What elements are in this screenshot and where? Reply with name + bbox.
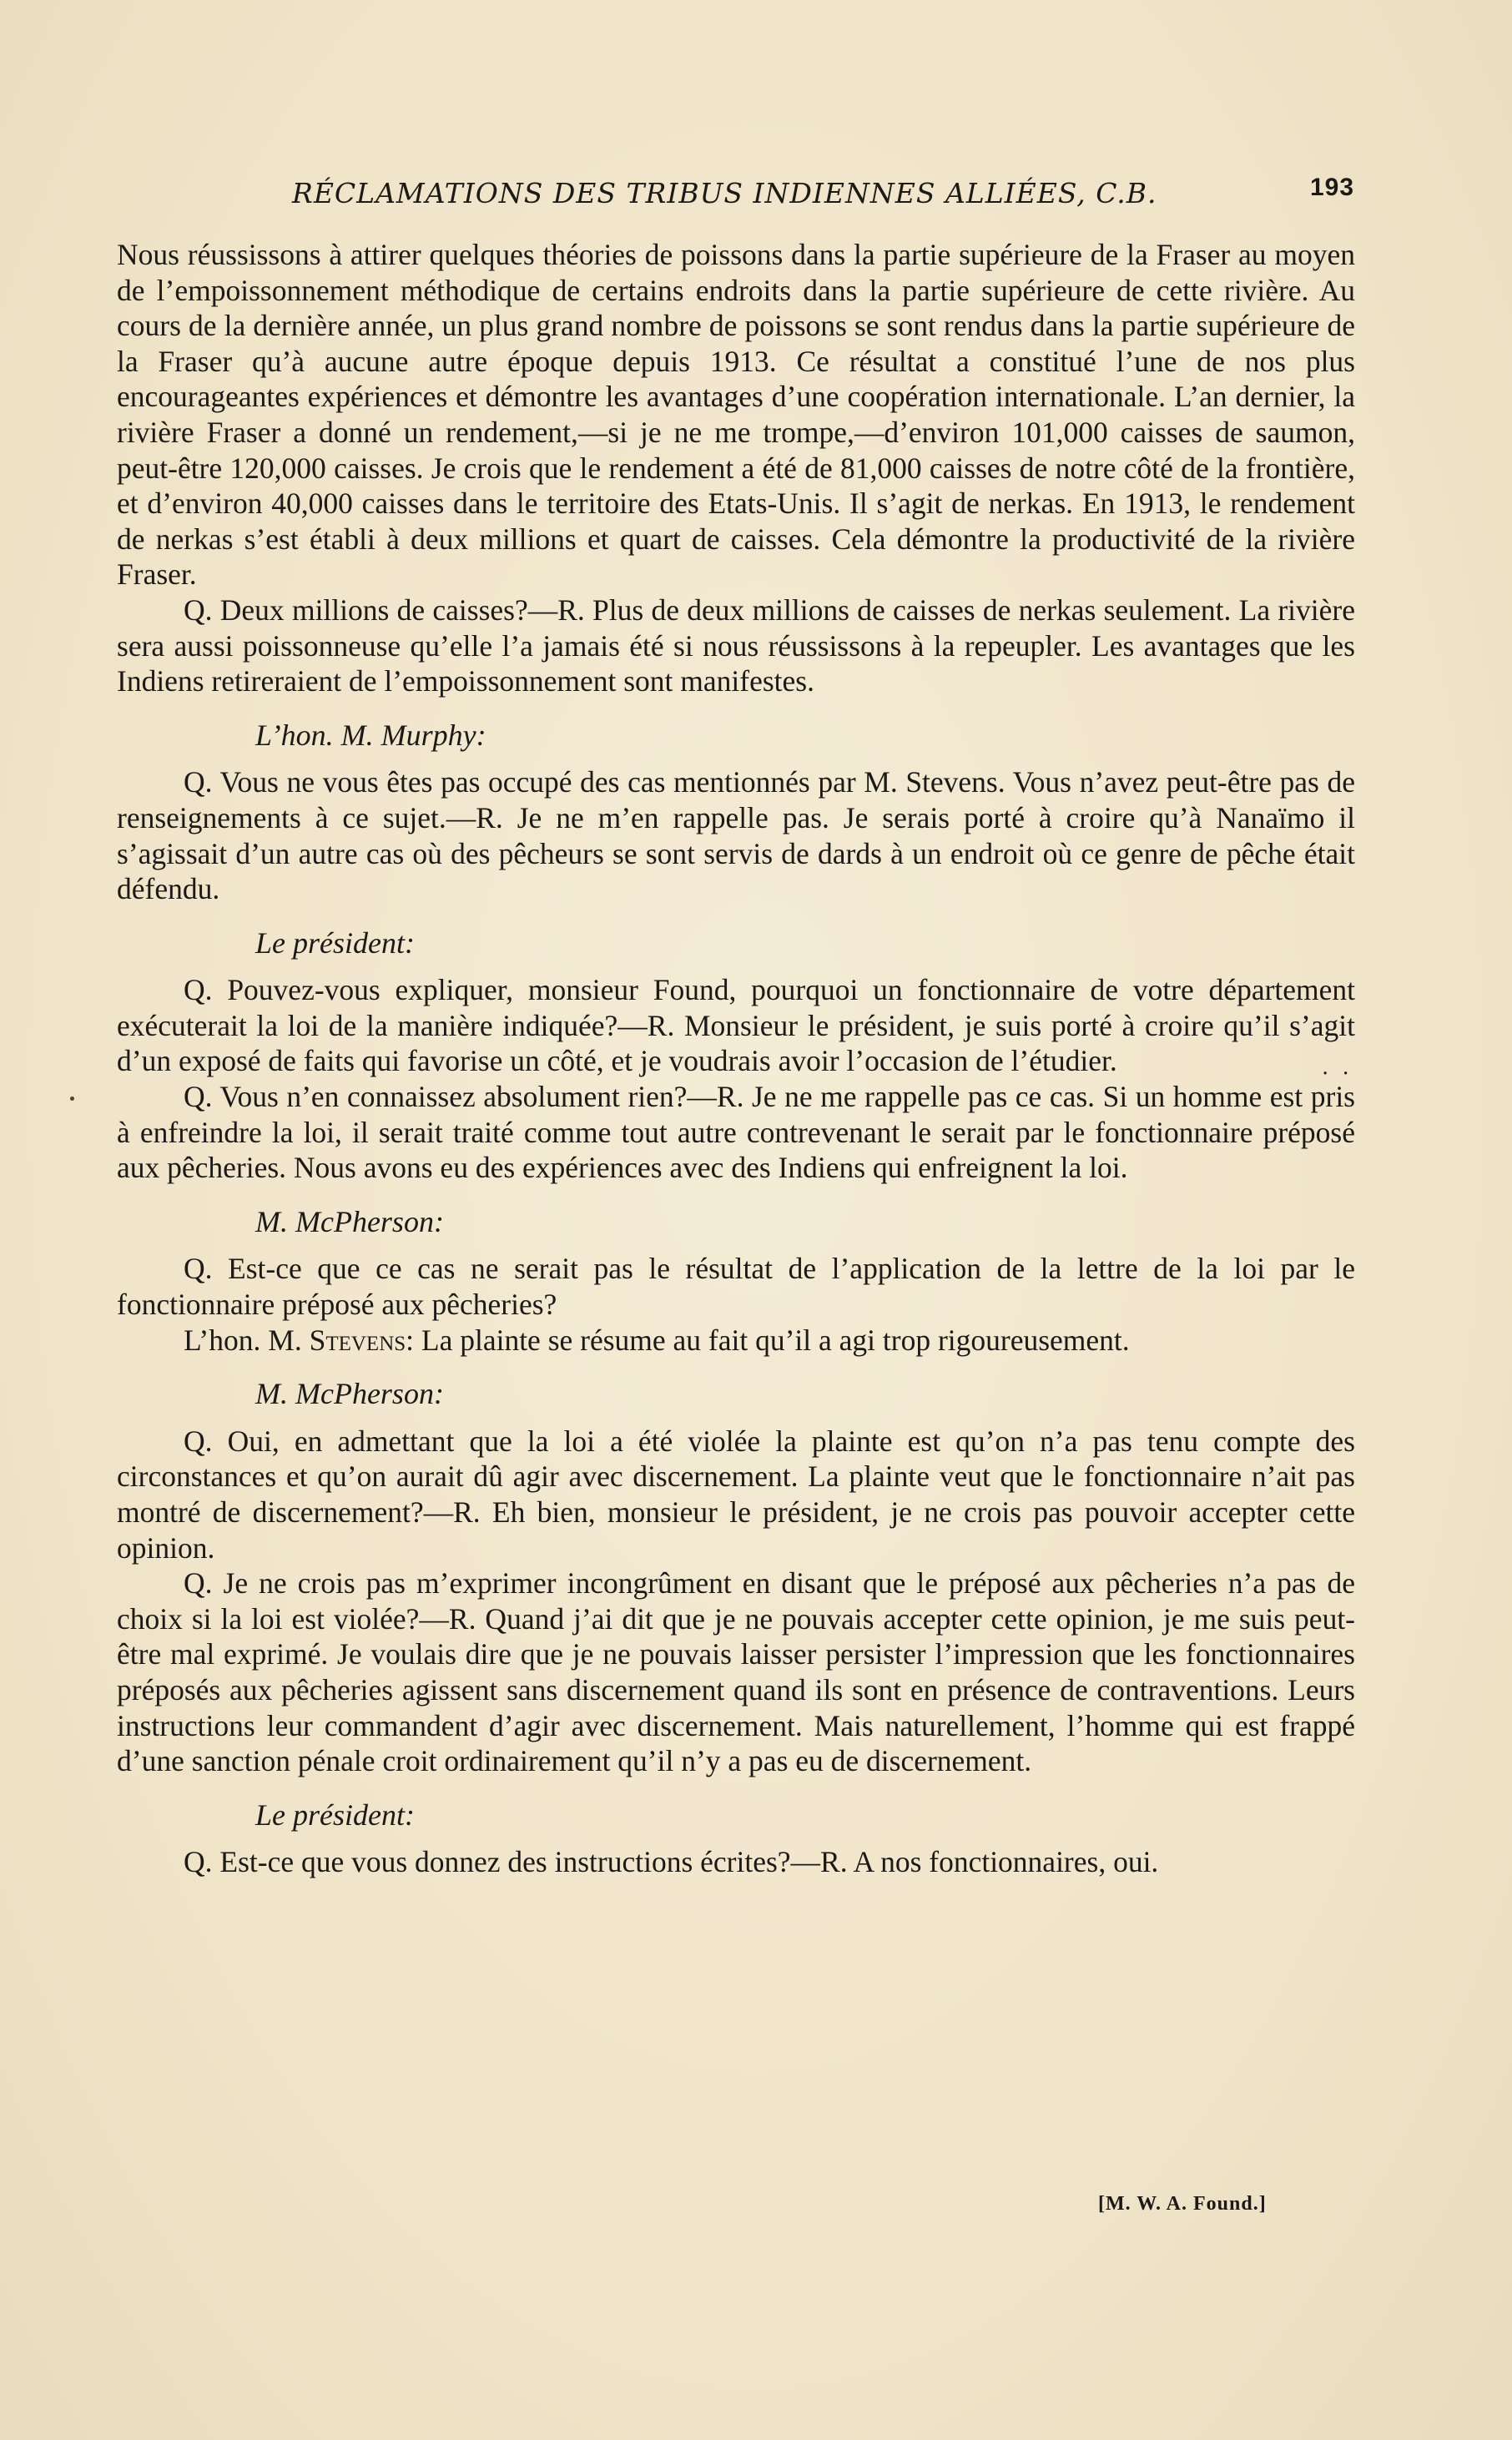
speaker-label: L’hon. M. Murphy: (255, 718, 486, 752)
body-paragraph: Q. Je ne crois pas m’exprimer incongrûment en disant que le préposé aux pêcheries n’a pas de choix si la loi est violée?—R. Quand j’ai dit que je ne pouvais accepter cette opinion, je me suis peut-être mal exprimé. Je voulais dire que je ne pouvais laisser persister l’impression que les fonctionnaires préposés aux pêcheries agissent sans discernement quand ils sont en présence de contraventions. Leurs instructions leur commandent d’agir avec discernement. Mais naturellement, l’homme qui est frappé d’une sanction pénale croit ordinairement qu’il n’y a pas eu de discernement. (117, 1566, 1355, 1778)
speaker-label: M. McPherson: (255, 1204, 444, 1238)
page-number: 193 (1310, 174, 1355, 201)
body-paragraph: Q. Vous n’en connaissez absolument rien?—R. Je ne me rappelle pas ce cas. Si un homme est pris à enfreindre la loi, il serait traité comme tout autre contrevenant le serait par le fonctionnaire préposé aux pêcheries. Nous avons eu des expériences avec des Indiens qui enfreignent la loi. (117, 1080, 1355, 1185)
statement-paragraph (117, 1323, 1355, 1359)
speaker-label: Le président: (255, 1797, 415, 1832)
margin-dots: . . (1322, 1055, 1353, 1080)
speaker-name: Stevens (309, 1323, 406, 1357)
body-paragraph: Q. Est-ce que ce cas ne serait pas le résultat de l’application de la lettre de la loi par le fonctionnaire préposé aux pêcheries? (117, 1252, 1355, 1322)
body-paragraph: Q. Pouvez-vous expliquer, monsieur Found, pourquoi un fonctionnaire de votre département exécuterait la loi de la manière indiquée?—R. Monsieur le président, je suis porté à croire qu’il s’agit d’un exposé de faits qui favorise un côté, et je voudrais avoir l’occasion de l’étudier. (117, 973, 1355, 1078)
body-paragraph: Nous réussissons à attirer quelques théories de poissons dans la partie supérieure de la Fraser au moyen de l’empoissonnement méthodique de certains endroits dans la partie supérieure de cette rivière. Au cours de la dernière année, un plus grand nombre de poissons se sont rendus dans la partie supérieure de la Fraser qu’à aucune autre époque depuis 1913. Ce résultat a constitué l’une de nos plus encourageantes expériences et démontre les avantages d’une coopération internationale. L’an dernier, la rivière Fraser a donné un rendement,—si je ne me trompe,—d’environ 101,000 caisses de saumon, peut-être 120,000 caisses. Je crois que le rendement a été de 81,000 caisses de notre côté de la frontière, et d’environ 40,000 caisses dans le territoire des Etats-Unis. Il s’agit de nerkas. En 1913, le rendement de nerkas s’est établi à deux millions et quart de caisses. Cela démontre la productivité de la rivière Fraser. (117, 238, 1355, 592)
document-body (117, 237, 1355, 1880)
body-paragraph: Q. Oui, en admettant que la loi a été violée la plainte est qu’on n’a pas tenu compte des circonstances et qu’on aurait dû agir avec discernement. La plainte veut que le fonctionnaire n’ait pas montré de discernement?—R. Eh bien, monsieur le président, je ne crois pas pouvoir accepter cette opinion. (117, 1424, 1355, 1565)
body-paragraph: Q. Vous ne vous êtes pas occupé des cas mentionnés par M. Stevens. Vous n’avez peut-être pas de renseignements à ce sujet.—R. Je ne m’en rappelle pas. Je serais porté à croire qu’à Nanaïmo il s’agissait d’un autre cas où des pêcheurs se sont servis de dards à un endroit où ce genre de pêche était défendu. (117, 765, 1355, 906)
statement-text: : La plainte se résume au fait qu’il a agi trop rigoureusement. (406, 1323, 1130, 1357)
body-paragraph: Q. Est-ce que vous donnez des instructions écrites?—R. A nos fonctionnaires, oui. (184, 1845, 1159, 1879)
speaker-label: M. McPherson: (255, 1377, 444, 1411)
speaker-prefix: L’hon. M. (184, 1323, 310, 1357)
header-title: RÉCLAMATIONS DES TRIBUS INDIENNES ALLIÉES, C.B. (292, 177, 1157, 209)
speaker-label: Le président: (255, 925, 415, 960)
witness-signature: [M. W. A. Found.] (1098, 2193, 1267, 2215)
margin-mark (70, 1096, 74, 1101)
body-paragraph: Q. Deux millions de caisses?—R. Plus de deux millions de caisses de nerkas seulement. La rivière sera aussi poissonneuse qu’elle l’a jamais été si nous réussissons à la repeupler. Les avantages que les Indiens retireraient de l’empoissonnement sont manifestes. (117, 592, 1355, 698)
